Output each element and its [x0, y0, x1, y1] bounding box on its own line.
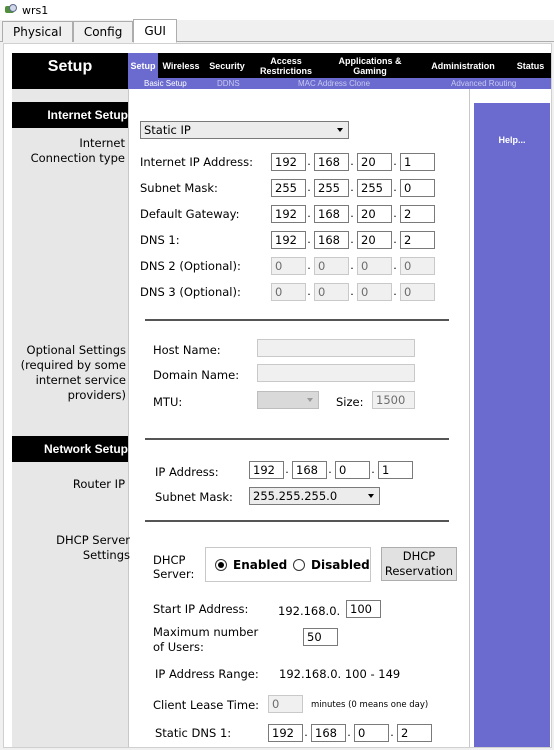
optional-settings-label: Optional Settings (required by some internet service providers) — [20, 343, 126, 402]
lan-ip-octet-4[interactable]: 1 — [378, 461, 413, 479]
router-app-icon — [4, 3, 18, 17]
dhcp-server-settings-label: DHCP Server Settings — [56, 533, 130, 562]
default-gateway-octet-4[interactable]: 2 — [400, 205, 435, 223]
static-dns1-octet-3[interactable]: 0 — [354, 724, 389, 742]
dns3-label: DNS 3 (Optional): — [140, 285, 241, 299]
octet-separator: . — [347, 726, 351, 739]
start-ip-prefix: 192.168.0. — [278, 604, 341, 618]
connection-type-select[interactable] — [140, 121, 349, 139]
nav-administration[interactable]: Administration — [431, 60, 495, 71]
default-gateway-octet-3[interactable]: 20 — [357, 205, 392, 223]
lan-ip-octet-3[interactable]: 0 — [335, 461, 370, 479]
host-name-input[interactable] — [257, 339, 415, 357]
octet-separator: . — [393, 207, 397, 220]
router-ip-label: Router IP — [72, 477, 125, 491]
octet-separator: . — [390, 726, 394, 739]
dns1-octet-1[interactable]: 192 — [271, 231, 306, 249]
subnav-advanced-routing[interactable]: Advanced Routing — [451, 79, 517, 88]
help-link[interactable]: Help... — [498, 135, 526, 145]
octet-separator: . — [307, 181, 311, 194]
octet-separator: . — [307, 285, 311, 298]
subnav-basic-setup[interactable]: Basic Setup — [144, 79, 187, 88]
dns1-octet-3[interactable]: 20 — [357, 231, 392, 249]
octet-separator: . — [307, 259, 311, 272]
octet-separator: . — [393, 181, 397, 194]
lan-ip-octet-1[interactable]: 192 — [249, 461, 284, 479]
lan-subnet-mask-select[interactable] — [249, 487, 380, 505]
dns1-label: DNS 1: — [140, 233, 180, 247]
window-title: wrs1 — [22, 3, 49, 17]
internet-ip-octet-1[interactable]: 192 — [271, 153, 306, 171]
octet-separator: . — [350, 181, 354, 194]
subnet-mask-octet-4[interactable]: 0 — [400, 179, 435, 197]
octet-separator: . — [393, 233, 397, 246]
ip-range-label: IP Address Range: — [155, 667, 259, 681]
dns3-octet-4[interactable]: 0 — [400, 283, 435, 301]
help-panel — [474, 103, 550, 748]
network-setup-header: Network Setup — [12, 436, 128, 462]
octet-separator: . — [307, 207, 311, 220]
octet-separator: . — [285, 463, 289, 476]
dhcp-enabled-radio[interactable] — [215, 559, 227, 571]
octet-separator: . — [393, 155, 397, 168]
router-header — [12, 53, 552, 89]
dns3-octet-2[interactable]: 0 — [314, 283, 349, 301]
octet-separator: . — [350, 285, 354, 298]
default-gateway-octet-2[interactable]: 168 — [314, 205, 349, 223]
subnet-mask-octet-1[interactable]: 255 — [271, 179, 306, 197]
nav-wireless[interactable]: Wireless — [162, 60, 200, 71]
octet-separator: . — [350, 259, 354, 272]
dns2-octet-1[interactable]: 0 — [271, 257, 306, 275]
max-users-label: Maximum number of Users: — [153, 625, 259, 654]
nav-status[interactable]: Status — [516, 60, 545, 71]
mtu-size-input[interactable]: 1500 — [372, 391, 415, 409]
mtu-select[interactable] — [257, 391, 319, 409]
dns3-octet-3[interactable]: 0 — [357, 283, 392, 301]
chevron-down-icon — [307, 398, 313, 402]
nav-setup[interactable]: Setup — [128, 53, 158, 78]
chevron-down-icon — [368, 494, 374, 498]
default-gateway-label: Default Gateway: — [140, 207, 240, 221]
page-title: Setup — [47, 58, 93, 75]
octet-separator: . — [393, 259, 397, 272]
client-lease-time-label: Client Lease Time: — [153, 698, 260, 712]
host-name-label: Host Name: — [153, 343, 221, 357]
divider — [145, 520, 449, 522]
main-nav — [128, 53, 552, 78]
divider — [145, 438, 449, 440]
subnav-ddns[interactable]: DDNS — [217, 79, 240, 88]
internet-ip-label: Internet IP Address: — [140, 155, 253, 169]
dns2-octet-2[interactable]: 0 — [314, 257, 349, 275]
nav-access-restrictions[interactable]: Access Restrictions — [259, 55, 312, 76]
domain-name-input[interactable] — [257, 364, 415, 382]
router-web-page — [12, 53, 552, 748]
octet-separator: . — [307, 155, 311, 168]
dns3-octet-1[interactable]: 0 — [271, 283, 306, 301]
static-dns1-octet-1[interactable]: 192 — [268, 724, 303, 742]
left-label-column — [12, 89, 128, 748]
internet-connection-type-label: Internet Connection type — [30, 136, 125, 165]
octet-separator: . — [307, 233, 311, 246]
nav-applications-gaming[interactable]: Applications & Gaming — [338, 55, 402, 76]
dns1-octet-2[interactable]: 168 — [314, 231, 349, 249]
internet-setup-header: Internet Setup — [12, 102, 128, 128]
device-tabs — [0, 20, 554, 42]
tab-config[interactable]: Config — [73, 21, 134, 42]
internet-ip-octet-2[interactable]: 168 — [314, 153, 349, 171]
size-label: Size: — [336, 395, 364, 409]
subnet-mask-octet-2[interactable]: 255 — [314, 179, 349, 197]
window-titlebar — [0, 0, 554, 20]
chevron-down-icon — [337, 128, 343, 132]
max-users-input[interactable]: 50 — [303, 628, 338, 646]
dhcp-enabled-label: Enabled — [233, 558, 288, 572]
divider — [145, 319, 449, 321]
nav-security[interactable]: Security — [209, 60, 245, 71]
dns2-label: DNS 2 (Optional): — [140, 259, 241, 273]
dhcp-reservation-button[interactable]: DHCP Reservation — [381, 547, 457, 581]
mtu-label: MTU: — [153, 395, 183, 409]
octet-separator: . — [350, 155, 354, 168]
sub-nav — [128, 78, 552, 89]
lease-note: minutes (0 means one day) — [311, 700, 429, 710]
lan-subnet-mask-label: Subnet Mask: — [155, 490, 233, 504]
dns2-octet-3[interactable]: 0 — [357, 257, 392, 275]
octet-separator: . — [350, 233, 354, 246]
static-dns1-octet-2[interactable]: 168 — [311, 724, 346, 742]
dns1-octet-4[interactable]: 2 — [400, 231, 435, 249]
static-dns1-label: Static DNS 1: — [155, 726, 232, 740]
subnav-mac-address-clone[interactable]: MAC Address Clone — [298, 79, 371, 88]
tab-gui[interactable]: GUI — [133, 19, 177, 43]
client-lease-time-input[interactable]: 0 — [268, 695, 303, 713]
lan-ip-address-label: IP Address: — [155, 465, 219, 479]
start-ip-label: Start IP Address: — [153, 602, 249, 616]
dhcp-disabled-radio[interactable] — [293, 559, 305, 571]
static-dns1-octet-4[interactable]: 2 — [397, 724, 432, 742]
octet-separator: . — [328, 463, 332, 476]
internet-ip-octet-3[interactable]: 20 — [357, 153, 392, 171]
lan-subnet-mask-value: 255.255.255.0 — [253, 489, 338, 503]
dhcp-server-radio-group — [205, 547, 371, 582]
octet-separator: . — [371, 463, 375, 476]
dhcp-server-label: DHCP Server: — [153, 553, 195, 581]
dhcp-disabled-label: Disabled — [311, 558, 370, 572]
lan-ip-octet-2[interactable]: 168 — [292, 461, 327, 479]
internet-ip-octet-4[interactable]: 1 — [400, 153, 435, 171]
domain-name-label: Domain Name: — [153, 368, 240, 382]
octet-separator: . — [393, 285, 397, 298]
octet-separator: . — [350, 207, 354, 220]
ip-range-value: 192.168.0. 100 - 149 — [279, 667, 401, 681]
start-ip-input[interactable]: 100 — [346, 600, 381, 618]
default-gateway-octet-1[interactable]: 192 — [271, 205, 306, 223]
gui-content-area — [3, 43, 552, 748]
tab-physical[interactable]: Physical — [2, 21, 73, 42]
dns2-octet-4[interactable]: 0 — [400, 257, 435, 275]
octet-separator: . — [304, 726, 308, 739]
subnet-mask-octet-3[interactable]: 255 — [357, 179, 392, 197]
connection-type-value: Static IP — [144, 123, 191, 137]
subnet-mask-label: Subnet Mask: — [140, 181, 218, 195]
